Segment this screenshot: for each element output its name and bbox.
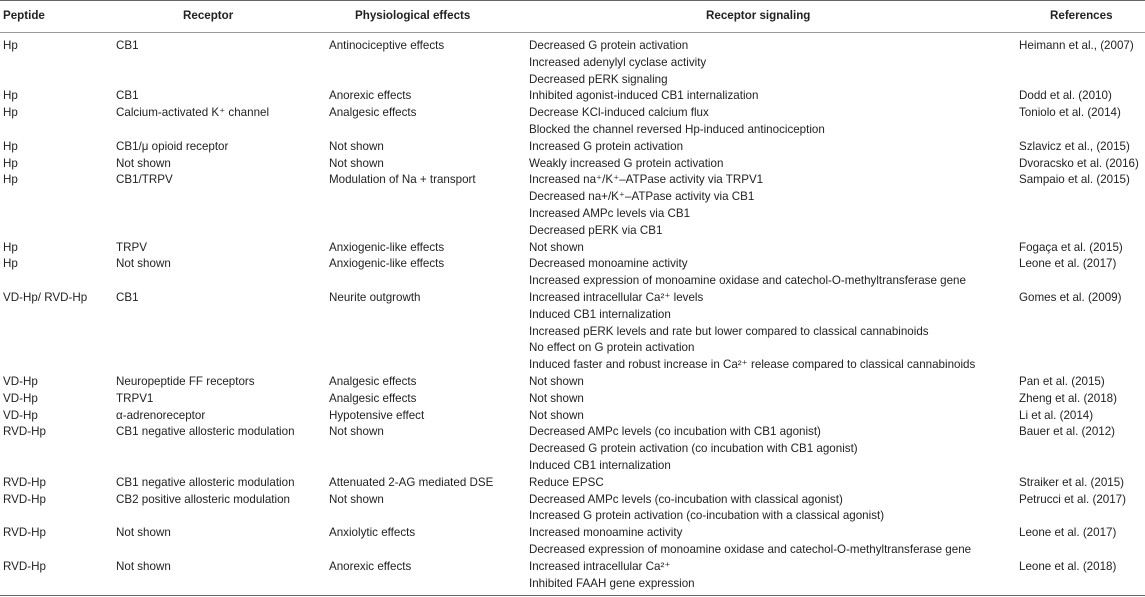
cell-signaling-line: Blocked the channel reversed Hp-induced antinociception <box>529 123 825 136</box>
cell-receptor: CB1/TRPV <box>116 173 173 187</box>
header-physiological-effects: Physiological effects <box>355 9 471 22</box>
cell-signaling-line: Inhibited agonist-induced CB1 internalization <box>529 89 759 103</box>
cell-receptor: CB1 <box>116 39 139 52</box>
cell-peptide: Hp <box>3 156 18 170</box>
cell-signaling-line: Decreased AMPc levels (co incubation with CB1 agonist) <box>529 425 821 439</box>
cell-peptide: Hp <box>3 240 18 254</box>
cell-effects: Hypotensive effect <box>329 408 425 422</box>
cell-receptor: CB1 <box>116 291 139 304</box>
cell-signaling-line: Increased G protein activation (co-incubation with a classical agonist) <box>529 509 885 523</box>
cell-effects: Analgesic effects <box>329 391 417 405</box>
cell-reference: Leone et al. (2017) <box>1019 526 1117 540</box>
cell-peptide: VD-Hp <box>3 391 38 405</box>
cell-signaling-line: No effect on G protein activation <box>529 341 695 355</box>
cell-reference: Fogaça et al. (2015) <box>1019 240 1123 254</box>
cell-peptide: Hp <box>3 106 18 120</box>
cell-reference: Dvoracsko et al. (2016) <box>1019 156 1139 170</box>
cell-reference: Leone et al. (2018) <box>1019 559 1117 573</box>
cell-reference: Li et al. (2014) <box>1019 408 1094 422</box>
cell-signaling-line: Decreased pERK via CB1 <box>529 223 663 237</box>
cell-signaling-line: Increased pERK levels and rate but lower compared to classical cannabinoids <box>529 324 929 338</box>
table-header <box>0 0 1145 33</box>
cell-signaling-line: Not shown <box>529 375 584 388</box>
cell-reference: Dodd et al. (2010) <box>1019 89 1112 103</box>
cell-effects: Analgesic effects <box>329 106 417 120</box>
cell-effects: Anxiogenic-like effects <box>329 257 445 271</box>
cell-signaling-line: Decreased pERK signaling <box>529 72 668 86</box>
cell-effects: Not shown <box>329 139 384 153</box>
cell-effects: Not shown <box>329 156 384 170</box>
cell-effects: Anorexic effects <box>329 559 412 573</box>
cell-reference: Heimann et al., (2007) <box>1019 39 1134 52</box>
cell-effects: Not shown <box>329 425 384 439</box>
cell-signaling-line: Decreased expression of monoamine oxidase and catechol-O-methyltransferase gene <box>529 543 972 556</box>
header-references: References <box>1050 9 1113 22</box>
cell-signaling-line: Decreased monoamine activity <box>529 257 688 271</box>
cell-peptide: VD-Hp <box>3 408 38 422</box>
header-receptor-signaling: Receptor signaling <box>706 9 811 22</box>
cell-signaling-line: Increased intracellular Ca²⁺ levels <box>529 291 704 304</box>
cell-signaling-line: Increased G protein activation <box>529 139 684 153</box>
cell-effects: Anorexic effects <box>329 89 412 103</box>
cell-receptor: CB1 <box>116 89 139 103</box>
cell-signaling-line: Decreased AMPc levels (co-incubation with classical agonist) <box>529 492 843 506</box>
cell-signaling-line: Induced CB1 internalization <box>529 459 671 472</box>
cell-receptor: Neuropeptide FF receptors <box>116 375 255 388</box>
cell-receptor: Not shown <box>116 156 171 170</box>
cell-reference: Zheng et al. (2018) <box>1019 391 1117 405</box>
cell-peptide: RVD-Hp <box>3 492 46 506</box>
cell-receptor: TRPV <box>116 240 147 254</box>
cell-receptor: Not shown <box>116 257 171 271</box>
cell-signaling-line: Decreased G protein activation (co incubation with CB1 agonist) <box>529 442 858 456</box>
cell-signaling-line: Induced faster and robust increase in Ca²⁺ release compared to classical cannabinoids <box>529 358 976 372</box>
cell-receptor: CB1/μ opioid receptor <box>116 139 229 153</box>
cell-receptor: CB1 negative allosteric modulation <box>116 425 295 439</box>
cell-signaling-line: Increased AMPc levels via CB1 <box>529 207 691 220</box>
cell-reference: Toniolo et al. (2014) <box>1019 106 1121 120</box>
cell-reference: Pan et al. (2015) <box>1019 375 1105 388</box>
cell-peptide: RVD-Hp <box>3 425 46 439</box>
cell-reference: Gomes et al. (2009) <box>1019 291 1122 304</box>
cell-peptide: RVD-Hp <box>3 475 46 489</box>
cell-receptor: CB1 negative allosteric modulation <box>116 475 295 489</box>
cell-signaling-line: Inhibited FAAH gene expression <box>529 576 695 590</box>
cell-signaling-line: Decreased G protein activation <box>529 39 689 52</box>
table-bottom-rule <box>0 595 1145 596</box>
header-peptide: Peptide <box>3 9 45 22</box>
cell-signaling-line: Reduce EPSC <box>529 475 604 489</box>
cell-peptide: Hp <box>3 139 18 153</box>
cell-reference: Szlavicz et al., (2015) <box>1019 139 1130 153</box>
cell-effects: Antinociceptive effects <box>329 39 445 52</box>
cell-reference: Bauer et al. (2012) <box>1019 425 1116 439</box>
cell-receptor: Calcium-activated K⁺ channel <box>116 106 270 120</box>
cell-reference: Sampaio et al. (2015) <box>1019 173 1130 187</box>
cell-signaling-line: Not shown <box>529 408 584 422</box>
cell-reference: Petrucci et al. (2017) <box>1019 492 1126 506</box>
cell-effects: Anxiogenic-like effects <box>329 240 445 254</box>
cell-peptide: VD-Hp <box>3 375 38 388</box>
cell-receptor: TRPV1 <box>116 391 154 405</box>
header-receptor: Receptor <box>183 9 234 22</box>
cell-signaling-line: Decrease KCl-induced calcium flux <box>529 106 709 120</box>
cell-signaling-line: Increased monoamine activity <box>529 526 683 540</box>
cell-peptide: RVD-Hp <box>3 559 46 573</box>
cell-receptor: α-adrenoreceptor <box>116 408 206 422</box>
cell-signaling-line: Increased na⁺/K⁺–ATPase activity via TRPV1 <box>529 173 764 187</box>
cell-signaling-line: Induced CB1 internalization <box>529 307 671 321</box>
cell-peptide: Hp <box>3 257 18 271</box>
cell-signaling-line: Increased adenylyl cyclase activity <box>529 55 707 69</box>
cell-effects: Attenuated 2-AG mediated DSE <box>329 475 494 489</box>
cell-effects: Anxiolytic effects <box>329 526 416 540</box>
cell-signaling-line: Increased expression of monoamine oxidase and catechol-O-methyltransferase gene <box>529 274 966 288</box>
cell-effects: Neurite outgrowth <box>329 291 421 304</box>
cell-peptide: Hp <box>3 39 18 52</box>
cell-peptide: RVD-Hp <box>3 526 46 540</box>
cell-peptide: Hp <box>3 89 18 103</box>
cell-receptor: Not shown <box>116 526 171 540</box>
cell-signaling-line: Decreased na+/K⁺–ATPase activity via CB1 <box>529 190 755 204</box>
cell-signaling-line: Not shown <box>529 240 584 254</box>
cell-effects: Not shown <box>329 492 384 506</box>
cell-signaling-line: Increased intracellular Ca²⁺ <box>529 559 671 573</box>
cell-reference: Leone et al. (2017) <box>1019 257 1117 271</box>
cell-signaling-line: Weakly increased G protein activation <box>529 156 724 170</box>
cell-reference: Straiker et al. (2015) <box>1019 475 1125 489</box>
cell-receptor: Not shown <box>116 559 171 573</box>
cell-receptor: CB2 positive allosteric modulation <box>116 492 290 506</box>
cell-effects: Modulation of Na + transport <box>329 173 476 187</box>
cell-peptide: Hp <box>3 173 18 187</box>
cell-effects: Analgesic effects <box>329 375 417 388</box>
cell-peptide: VD-Hp/ RVD-Hp <box>3 291 88 304</box>
cell-signaling-line: Not shown <box>529 391 584 405</box>
